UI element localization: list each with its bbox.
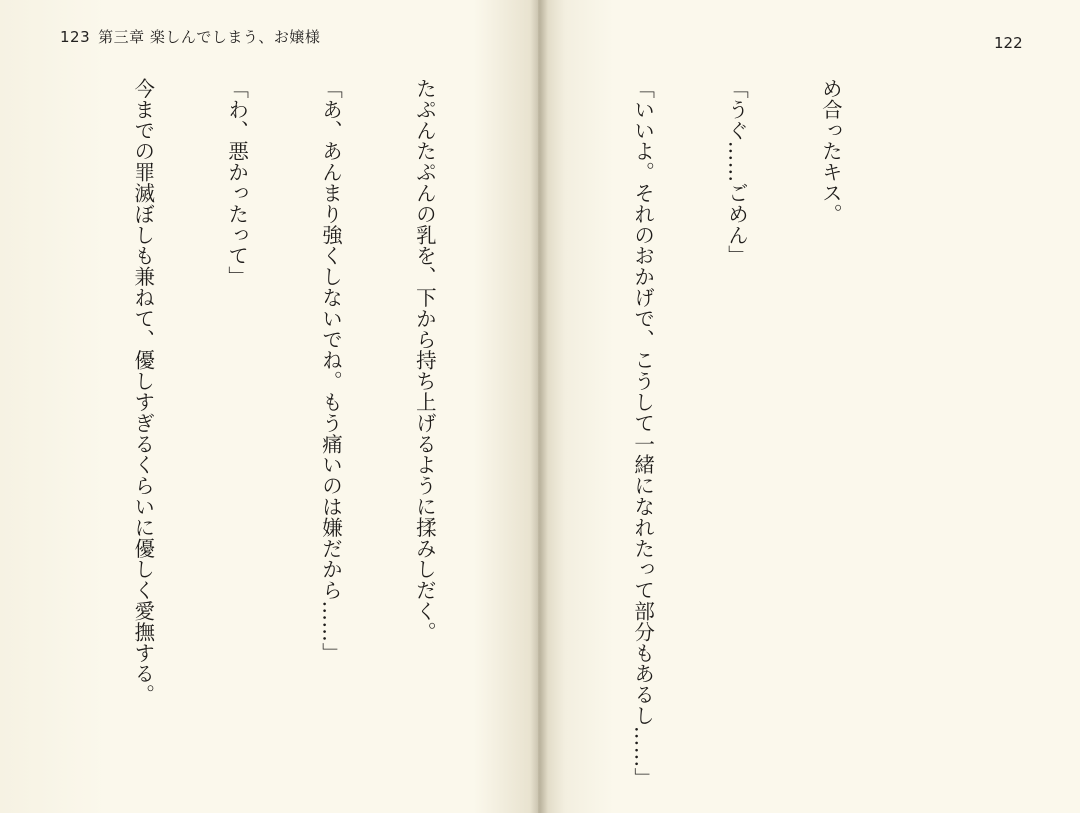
- text-line: 「あ、あんまり強くしないでね。もう痛いのは嫌だから……」: [318, 78, 343, 664]
- right-page-number: 122: [994, 34, 1023, 52]
- running-header: [60, 26, 320, 47]
- text-line: 「わ、悪かったって」: [224, 78, 249, 287]
- text-line: め合ったキス。: [818, 78, 843, 225]
- chapter-title: 第三章 楽しんでしまう、お嬢様: [98, 28, 321, 46]
- left-page-body: [62, 78, 502, 790]
- book-gutter: [530, 0, 548, 813]
- text-line: 今までの罪滅ぼしも兼ねて、優しすぎるくらいに優しく愛撫する。: [130, 78, 155, 705]
- right-page-body: [572, 78, 908, 790]
- left-page-number: 123: [60, 28, 91, 46]
- text-line: 「うぐ……ごめん」: [724, 78, 749, 267]
- text-line: 「いいよ。それのおかげで、こうして一緒になれたって部分もあるし……」: [630, 78, 655, 789]
- text-line: [62, 78, 64, 790]
- text-line: たぷんたぷんの乳を、下から持ち上げるように揉みしだく。: [412, 78, 437, 643]
- left-page: [0, 0, 538, 813]
